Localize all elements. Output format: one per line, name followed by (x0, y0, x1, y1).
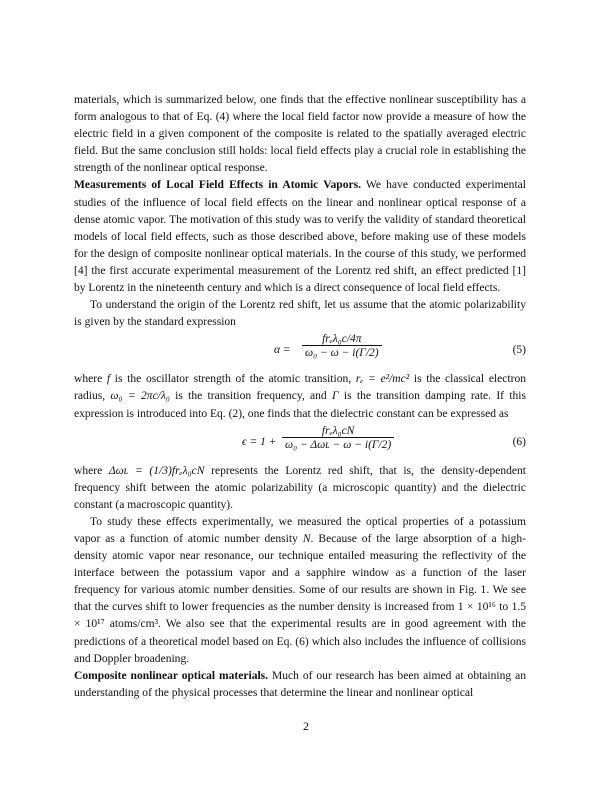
symbol-f: f (106, 373, 111, 386)
equation-6-fraction (282, 425, 394, 451)
equation-5-lhs: α = (274, 344, 291, 357)
section-text-composite: Much of our research has been aimed at obtaining an understanding of the physical processes that determine the linear and nonlinear optical (74, 669, 526, 699)
paragraph-lorentz-origin: To understand the origin of the Lorentz red shift, let us assume that the atomic polarizability is given by the standard expression (74, 299, 526, 329)
equation-5-numerator: frₑλ₀c/4π (322, 333, 362, 346)
equation-6-denominator: ω₀ − Δωʟ − ω − i(Γ/2) (282, 437, 394, 451)
paragraph-local-field-atomic-vapors (74, 177, 526, 297)
density-low: 1 × 10¹⁶ (457, 601, 496, 614)
equation-6 (74, 425, 526, 461)
equation-6-number: (6) (512, 435, 526, 448)
paragraph-lorentz-shift-definition: where Δωʟ = (1/3)frₑλ₀cN represents the Lorentz red shift, that is, the density-dependent frequency shift between the atomic polarizability (a microscopic quantity) and the dielectric constant (a macroscopic quantity). (74, 464, 526, 511)
equation-5-denominator: ω₀ − ω − i(Γ/2) (302, 345, 382, 359)
symbol-w0: ω₀ = 2πc/λ₀ (110, 390, 170, 403)
paragraph-experiment: To study these effects experimentally, we measured the optical properties of a potassium vapor as a function of atomic number density N. Because of the large absorption of a high-density atomic vapor near resonance, our technique entailed measuring the reflectivity of the interface between the potassium vapor and a sapphire window as a function of the laser frequency for various atomic number densities. Some of our results are shown in Fig. 1. We see that the curves shift to lower frequencies as the number density is increased from 1 × 10¹⁶ to 1.5 × 10¹⁷ atoms/cm³. We also see that the experimental results are in good agreement with the predictions of a theoretical model based on Eq. (6) which also includes the influence of collisions and Doppler broadening. (74, 515, 527, 665)
section-heading-atomic-vapors: Measurements of Local Field Effects in Atomic Vapors. (74, 179, 361, 192)
symbol-re: rₑ = e²/mc² (355, 373, 410, 386)
equation-5 (74, 333, 526, 369)
section-text-atomic-vapors: We have conducted experimental studies of the influence of local field effects on the linear and nonlinear optical response of a dense atomic vapor. The motivation of this study was to verify the validity of standard theoretical models of local field effects, such as those described above, before making use of these models for the design of composite nonlinear optical materials. In the course of this study, we performed [4] the first accurate experimental measurement of the Lorentz red shift, an effect predicted [1] by Lorentz in the nineteenth century and which is a direct consequence of local field effects. (74, 179, 526, 295)
paragraph-composite-materials (74, 668, 526, 702)
density-high: 1.5 × 10¹⁷ (74, 601, 527, 631)
symbol-gamma: Γ (332, 390, 339, 403)
page-number: 2 (303, 719, 309, 733)
equation-5-fraction (302, 333, 382, 359)
symbol-N: N (302, 532, 311, 545)
symbol-delta-omega-l: Δωʟ = (1/3)frₑλ₀cN (108, 464, 205, 477)
equation-5-number: (5) (512, 344, 526, 357)
equation-6-numerator: frₑλ₀cN (321, 424, 355, 437)
paragraph-variable-definitions: where f is the oscillator strength of the atomic transition, rₑ = e²/mc² is the classical electron radius, ω₀ = 2πc/λ₀ is the transition frequency, and Γ is the transition damping rate. If this expression is introduced into Eq. (2), one finds that the dielectric constant can be expressed as (74, 373, 527, 420)
section-heading-composite: Composite nonlinear optical materials. (74, 669, 269, 682)
page-body (74, 92, 526, 702)
paragraph-intro: materials, which is summarized below, one finds that the effective nonlinear susceptibility has a form analogous to that of Eq. (4) where the local field factor now provide a measure of how the electric field in a given component of the composite is related to the spatially averaged electric field. But the same conclusion still holds: local field effects play a crucial role in establishing the strength of the nonlinear optical response. (74, 94, 526, 175)
equation-6-lhs: ϵ = 1 + (242, 435, 277, 448)
